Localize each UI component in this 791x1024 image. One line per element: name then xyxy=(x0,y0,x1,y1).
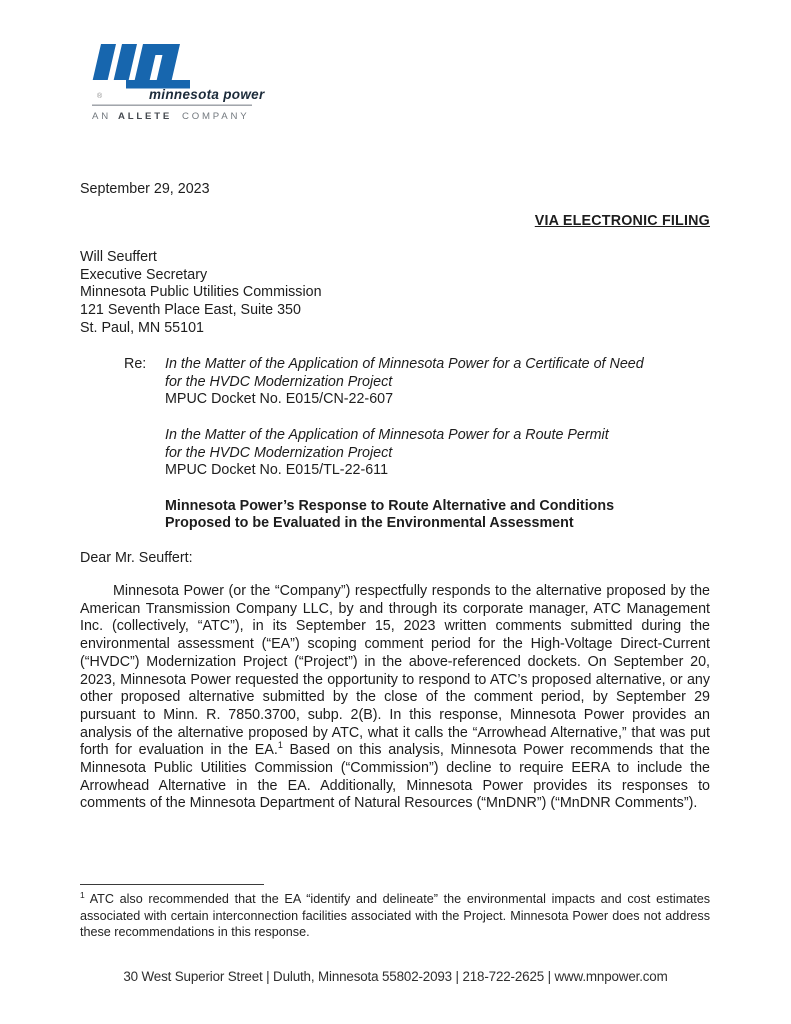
subject-line: Proposed to be Evaluated in the Environmental Assessment xyxy=(165,515,574,532)
body-text-part2: Based on this analysis, Minnesota Power recommends that the Minnesota Public Utilities Commission (“Commission”) decline to require EERA to include the Arrowhead Alternative in the EA. Additionally, Minnesota Power provides its responses to comments of the Minnesota Department of Natural Resources (“MnDNR”) (“MnDNR Comments”). xyxy=(80,742,710,812)
footer-contact: 30 West Superior Street | Duluth, Minnesota 55802-2093 | 218-722-2625 | www.mnpower.com xyxy=(123,969,668,984)
re-matter-route-permit xyxy=(165,427,710,480)
re-block xyxy=(124,356,710,533)
filing-method: VIA ELECTRONIC FILING xyxy=(534,213,710,229)
body-paragraph xyxy=(80,583,710,813)
recipient-street: 121 Seventh Place East, Suite 350 xyxy=(80,302,301,319)
minnesota-power-logo xyxy=(92,42,270,130)
matter-caption-line: In the Matter of the Application of Minnesota Power for a Route Permit xyxy=(165,426,609,443)
footnote-marker: 1 xyxy=(80,889,85,900)
matter-docket-number: MPUC Docket No. E015/TL-22-611 xyxy=(165,462,389,479)
matter-caption-line: for the HVDC Modernization Project xyxy=(165,373,393,390)
logo-brand-text: minnesota power xyxy=(149,87,265,102)
footnote-text: ATC also recommended that the EA “identify and delineate” the environmental impacts and cost estimates associated with certain interconnection facilities associated with the Project. Minnesota Power does not address these recommendations in this response. xyxy=(80,892,710,940)
re-content xyxy=(165,356,710,533)
recipient-org: Minnesota Public Utilities Commission xyxy=(80,284,322,301)
logo-divider xyxy=(92,105,252,106)
logo-registered-mark: ® xyxy=(97,93,103,100)
re-label: Re: xyxy=(124,356,147,372)
recipient-address xyxy=(80,249,322,338)
logo-tagline-an: AN xyxy=(92,111,111,122)
logo-tagline-allete: ALLETE xyxy=(118,111,173,122)
matter-caption-line: for the HVDC Modernization Project xyxy=(165,444,393,461)
salutation: Dear Mr. Seuffert: xyxy=(80,550,193,566)
footnote-separator xyxy=(80,884,264,885)
logo-m-mark xyxy=(93,44,190,89)
re-matter-certificate-of-need xyxy=(165,356,710,409)
recipient-city: St. Paul, MN 55101 xyxy=(80,319,204,336)
letter-subject xyxy=(165,498,710,533)
footnote-reference: 1 xyxy=(277,740,283,751)
recipient-name: Will Seuffert xyxy=(80,249,157,265)
subject-line: Minnesota Power’s Response to Route Alternative and Conditions xyxy=(165,497,615,514)
matter-caption-line: In the Matter of the Application of Minnesota Power for a Certificate of Need xyxy=(165,356,644,372)
logo-tagline-company: COMPANY xyxy=(182,111,250,122)
matter-docket-number: MPUC Docket No. E015/CN-22-607 xyxy=(165,391,394,408)
footnote xyxy=(80,891,710,941)
recipient-title: Executive Secretary xyxy=(80,266,208,283)
letter-date: September 29, 2023 xyxy=(80,181,210,197)
logo-graphic xyxy=(92,42,270,124)
body-text-part1: Minnesota Power (or the “Company”) respectfully responds to the alternative proposed by the American Transmission Company LLC, by and through its corporate manager, ATC Management Inc. (collectively, “ATC”), in its September 15, 2023 written comments submitted during the environmental assessment (“EA”) scoping comment period for the High-Voltage Direct-Current (“HVDC”) Modernization Project (“Project”) in the above-referenced dockets. On September 20, 2023, Minnesota Power requested the opportunity to respond to ATC’s proposed alternative, or any other proposed alternative submitted by the close of the comment period, by September 29 pursuant to Minn. R. 7850.3700, subp. 2(B). In this response, Minnesota Power provides an analysis of the alternative proposed by ATC, what it calls the “Arrowhead Alternative,” that was put forth for evaluation in the EA. xyxy=(80,583,710,759)
